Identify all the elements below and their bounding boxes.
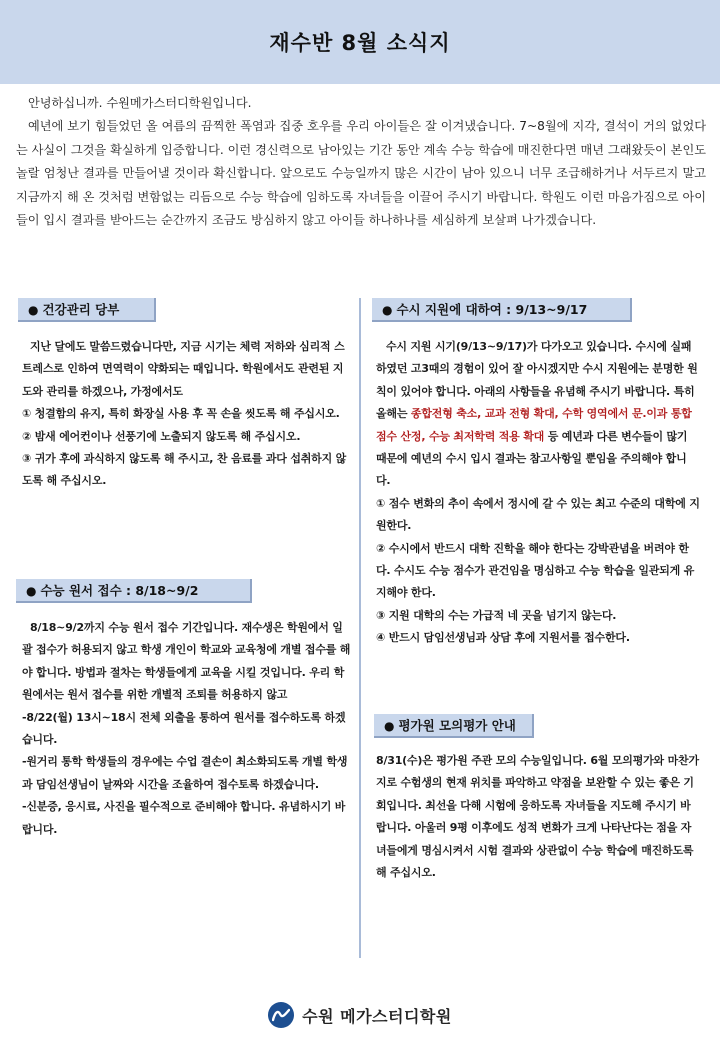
intro-body: 예년에 보기 힘들었던 올 여름의 끔찍한 폭염과 집중 호우를 우리 아이들은 잘 이겨냈습니다. 7~8월에 지각, 결석이 거의 없었다는 사실이 그것을 확실하게 입증합니다. 이런 경신력으로 남아있는 기간 동안 계속 수능 학습에 매진한다면 매년 그래왔듯이 본인도 놀랄 엄청난 결과를 만들어낼 것이라 확신합니다. 앞으로도 수능일까지 많은 시간이 남아 있으니 너무 조급해하거나 서두르지 말고 지금까지 해 온 것처럼 변함없는 리듬으로 수능 학습에 임하도록 자녀들을 이끌어 주시기 바랍니다. 학원도 이런 마음가짐으로 아이들이 입시 결과를 받아드는 순간까지 조금도 방심하지 않고 아이들 하나하나를 세심하게 보살펴 나가겠습니다. — [16, 119, 706, 228]
footer — [0, 998, 720, 1032]
bullet-icon: ● — [26, 584, 37, 598]
mock-section-body — [376, 750, 700, 884]
early-item-3: ③ 지원 대학의 수는 가급적 네 곳을 넘기지 않는다. — [376, 608, 617, 622]
application-section-title: ● 수능 원서 접수 : 8/18~9/2 — [16, 579, 252, 603]
mock-section-title: ● 평가원 모의평가 안내 — [374, 714, 534, 738]
health-section-body — [22, 336, 352, 493]
early-item-4: ④ 반드시 담임선생님과 상담 후에 지원서를 접수한다. — [376, 631, 630, 645]
health-section-title: ● 건강관리 당부 — [18, 298, 156, 322]
bullet-icon: ● — [384, 719, 395, 733]
application-item-1: -8/22(월) 13시~18시 전체 외출을 통하여 원서를 접수하도록 하겠습니다. — [22, 710, 346, 747]
application-intro: 8/18~9/2까지 수능 원서 접수 기간입니다. 재수생은 학원에서 일괄 접수가 허용되지 않고 학생 개인이 학교와 교육청에 개별 접수를 해야 합니다. 방법과 절차는 학생들에게 교육을 시킬 것입니다. 우리 학원에서는 원서 접수를 위한 개별적 조퇴를 허용하지 않고 — [22, 621, 351, 702]
newsletter-header — [0, 0, 720, 84]
column-divider — [359, 298, 361, 958]
early-section-title: ● 수시 지원에 대하여 : 9/13~9/17 — [372, 298, 632, 322]
early-highlight: 종합전형 축소, 교과 전형 확대, 수학 영역에서 문.이과 통합 점수 산정, 수능 최저학력 적용 확대 — [376, 407, 692, 443]
early-item-1: ① 점수 변화의 추이 속에서 정시에 갈 수 있는 최고 수준의 대학에 지원한다. — [376, 496, 700, 533]
intro-text — [16, 92, 706, 232]
application-item-3: -신분증, 응시료, 사진을 필수적으로 준비해야 합니다. 유념하시기 바랍니다. — [22, 800, 346, 836]
mock-text: 8/31(수)은 평가원 주관 모의 수능일입니다. 6월 모의평가와 마찬가지로 수험생의 현재 위치를 파악하고 약점을 보완할 수 있는 좋은 기회입니다. 최선을 다해 시험에 응하도록 자녀들을 지도해 주시기 바랍니다. 아울러 9평 이후에도 성적 변화가 크게 나타난다는 점을 자녀들에게 명심시켜서 시험 결과와 상관없이 수능 학습에 매진하도록 해 주십시오. — [376, 754, 699, 880]
bullet-icon: ● — [382, 303, 393, 317]
application-section-body — [22, 617, 352, 841]
page-title: 재수반 8월 소식지 — [269, 31, 451, 55]
intro-greeting: 안녕하십니까. 수원메가스터디학원입니다. — [28, 96, 252, 110]
early-intro: 수시 지원 시기(9/13~9/17)가 다가오고 있습니다. 수시에 실패하였던 고3때의 경험이 있어 잘 아시겠지만 수시 지원에는 분명한 원칙이 있어야 합니다. 아래의 사항들을 유념해 주시기 바랍니다. 특히 올해는 종합전형 축소, 교과 전형 확대, 수학 영역에서 문.이과 통합 점수 산정, 수능 최저학력 적용 확대 등 예년과 다른 변수들이 많기 때문에 예년의 수시 입시 결과는 참고사항일 뿐임을 주의해야 합니다. — [376, 340, 698, 488]
early-section-body — [376, 336, 700, 650]
application-item-2: -원거리 통학 학생들의 경우에는 수업 결손이 최소화되도록 개별 학생과 담임선생님이 날짜와 시간을 조율하여 접수토록 하겠습니다. — [22, 755, 348, 791]
health-intro: 지난 달에도 말씀드렸습니다만, 지금 시기는 체력 저하와 심리적 스트레스로 인하여 면역력이 약화되는 때입니다. 학원에서도 관련된 지도와 관리를 하겠으나, 가정에서도 — [22, 340, 345, 398]
health-item-2: ② 밤새 에어컨이나 선풍기에 노출되지 않도록 해 주십시오. — [22, 429, 301, 443]
bullet-icon: ● — [28, 303, 39, 317]
academy-logo-icon — [268, 1002, 294, 1028]
health-item-3: ③ 귀가 후에 과식하지 않도록 해 주시고, 찬 음료를 과다 섭취하지 않도록 해 주십시오. — [22, 452, 347, 488]
academy-name: 수원 메가스터디학원 — [302, 1006, 452, 1026]
early-item-2: ② 수시에서 반드시 대학 진학을 해야 한다는 강박관념을 버려야 한다. 수시도 수능 점수가 관건임을 명심하고 수능 학습을 일관되게 유지해야 한다. — [376, 541, 695, 600]
health-item-1: ① 청결함의 유지, 특히 화장실 사용 후 꼭 손을 씻도록 해 주십시오. — [22, 407, 340, 421]
